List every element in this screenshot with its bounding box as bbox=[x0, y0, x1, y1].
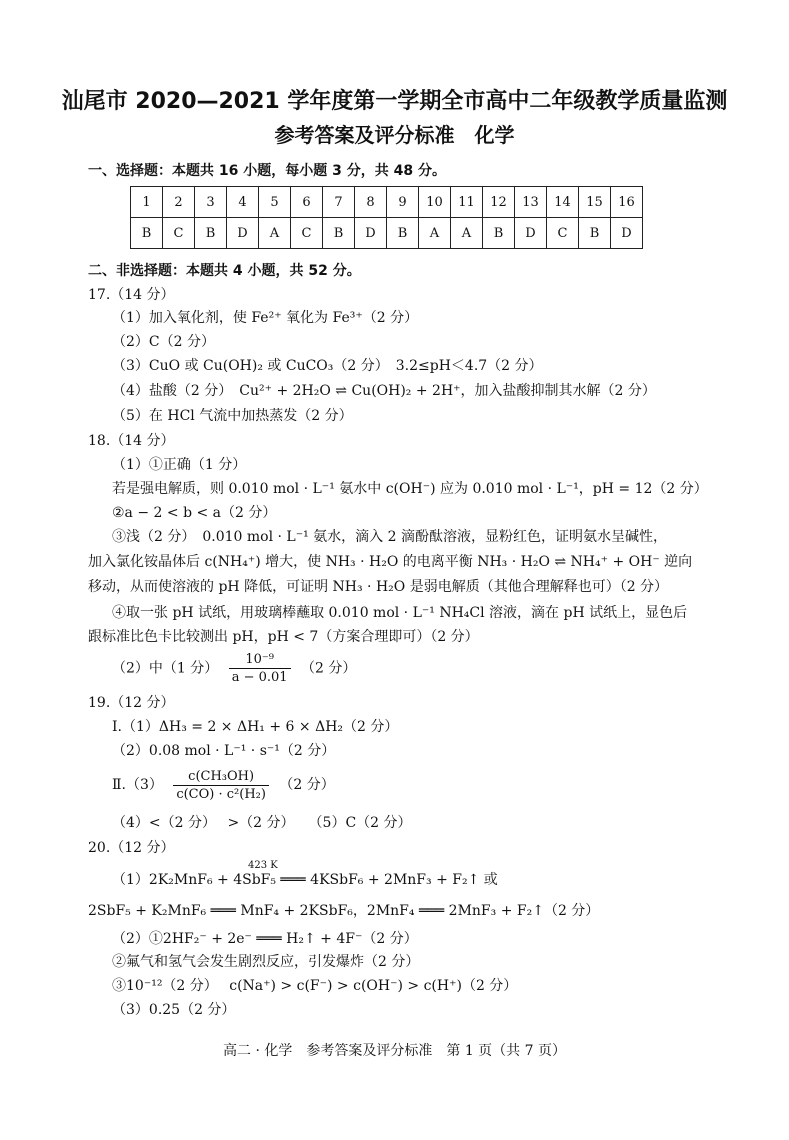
question-number-cell: 3 bbox=[195, 187, 227, 218]
q19-fraction bbox=[173, 768, 269, 803]
answer-cell: A bbox=[419, 218, 451, 249]
answer-cell: D bbox=[355, 218, 387, 249]
q18-line-7: ④取一张 pH 试纸，用玻璃棒蘸取 0.010 mol · L⁻¹ NH₄Cl 溶液，滴在 pH 试纸上，显色后 bbox=[112, 605, 688, 621]
question-number-cell: 11 bbox=[451, 187, 483, 218]
q18-line-3: ②a − 2 < b < a（2 分） bbox=[112, 505, 277, 521]
q19-line-1: Ⅰ.（1）ΔH₃ = 2 × ΔH₁ + 6 × ΔH₂（2 分） bbox=[112, 719, 399, 735]
answer-cell: A bbox=[451, 218, 483, 249]
page-footer: 高二 · 化学 参考答案及评分标准 第 1 页（共 7 页） bbox=[223, 1043, 566, 1059]
q19-line-2: （2）0.08 mol · L⁻¹ · s⁻¹（2 分） bbox=[112, 743, 336, 759]
question-number-cell: 14 bbox=[547, 187, 579, 218]
q18-heading: 18.（14 分） bbox=[88, 433, 175, 449]
section1-heading: 一、选择题：本题共 16 小题，每小题 3 分，共 48 分。 bbox=[88, 163, 446, 179]
q20-line-2: 2SbF₅ + K₂MnF₆ ═══ MnF₄ + 2KSbF₆，2MnF₄ ═══ 2MnF₃ + F₂↑（2 分） bbox=[88, 903, 600, 919]
answer-cell: C bbox=[291, 218, 323, 249]
q18-line-2: 若是强电解质，则 0.010 mol · L⁻¹ 氨水中 c(OH⁻) 应为 0.010 mol · L⁻¹，pH = 12（2 分） bbox=[112, 481, 708, 497]
q19-heading: 19.（12 分） bbox=[88, 695, 175, 711]
answer-table-number-row bbox=[131, 187, 643, 218]
answer-cell: B bbox=[131, 218, 163, 249]
q20-line-3: （2）①2HF₂⁻ + 2e⁻ ═══ H₂↑ + 4F⁻（2 分） bbox=[112, 931, 418, 947]
q18-fraction-numerator: 10⁻⁹ bbox=[229, 651, 291, 669]
answer-cell: C bbox=[547, 218, 579, 249]
q17-line-3: （3）CuO 或 Cu(OH)₂ 或 CuCO₃（2 分） 3.2≤pH＜4.7（2 分） bbox=[112, 358, 543, 374]
question-number-cell: 1 bbox=[131, 187, 163, 218]
question-number-cell: 2 bbox=[163, 187, 195, 218]
q19-fraction-numerator: c(CH₃OH) bbox=[173, 768, 269, 786]
q20-reaction-condition: 423 K bbox=[248, 860, 278, 871]
q18-line-9 bbox=[112, 651, 356, 686]
question-number-cell: 6 bbox=[291, 187, 323, 218]
answer-cell: B bbox=[579, 218, 611, 249]
answer-cell: B bbox=[323, 218, 355, 249]
q18-line-6: 移动，从而使溶液的 pH 降低，可证明 NH₃ · H₂O 是弱电解质（其他合理解释也可）（2 分） bbox=[88, 579, 669, 595]
question-number-cell: 9 bbox=[387, 187, 419, 218]
question-number-cell: 15 bbox=[579, 187, 611, 218]
answer-cell: D bbox=[227, 218, 259, 249]
q18-line-5: 加入氯化铵晶体后 c(NH₄⁺) 增大，使 NH₃ · H₂O 的电离平衡 NH₃ · H₂O ⇌ NH₄⁺ + OH⁻ 逆向 bbox=[88, 554, 693, 570]
question-number-cell: 5 bbox=[259, 187, 291, 218]
q20-heading: 20.（12 分） bbox=[88, 840, 175, 856]
q18-part2-label: （2）中（1 分） bbox=[112, 660, 219, 677]
q19-line-3 bbox=[112, 767, 335, 803]
answer-cell: C bbox=[163, 218, 195, 249]
q19-fraction-denominator: c(CO) · c²(H₂) bbox=[176, 786, 266, 802]
q18-fraction-denominator: a − 0.01 bbox=[231, 670, 288, 685]
q17-line-1: （1）加入氧化剂，使 Fe²⁺ 氧化为 Fe³⁺（2 分） bbox=[112, 310, 419, 326]
q17-line-2: （2）C（2 分） bbox=[112, 334, 215, 350]
page-title: 汕尾市 2020—2021 学年度第一学期全市高中二年级教学质量监测 bbox=[61, 89, 728, 114]
question-number-cell: 8 bbox=[355, 187, 387, 218]
q18-line-4: ③浅（2 分） 0.010 mol · L⁻¹ 氨水，滴入 2 滴酚酞溶液，显粉红色，证明氨水呈碱性， bbox=[112, 529, 667, 545]
q20-line-6: （3）0.25（2 分） bbox=[112, 1002, 236, 1018]
answer-cell: B bbox=[195, 218, 227, 249]
q19-line-4: （4）<（2 分） >（2 分） （5）C（2 分） bbox=[112, 815, 412, 831]
answer-cell: D bbox=[611, 218, 643, 249]
page-subtitle: 参考答案及评分标准 化学 bbox=[274, 123, 515, 147]
q18-fraction bbox=[229, 651, 291, 686]
q20-line-4: ②氟气和氢气会发生剧烈反应，引发爆炸（2 分） bbox=[112, 954, 420, 970]
answer-cell: B bbox=[387, 218, 419, 249]
answer-table bbox=[130, 186, 643, 249]
answer-cell: B bbox=[483, 218, 515, 249]
q18-line-8: 跟标准比色卡比较测出 pH，pH < 7（方案合理即可）（2 分） bbox=[88, 629, 479, 645]
q17-line-4: （4）盐酸（2 分） Cu²⁺ + 2H₂O ⇌ Cu(OH)₂ + 2H⁺，加入盐酸抑制其水解（2 分） bbox=[112, 383, 656, 399]
answer-cell: A bbox=[259, 218, 291, 249]
q17-line-5: （5）在 HCl 气流中加热蒸发（2 分） bbox=[112, 408, 353, 424]
q17-heading: 17.（14 分） bbox=[88, 287, 175, 303]
q20-line-1: （1）2K₂MnF₆ + 4SbF₅ ═══ 4KSbF₆ + 2MnF₃ + F₂↑ 或 bbox=[112, 872, 498, 888]
question-number-cell: 12 bbox=[483, 187, 515, 218]
question-number-cell: 16 bbox=[611, 187, 643, 218]
answer-table-answer-row bbox=[131, 218, 643, 249]
question-number-cell: 7 bbox=[323, 187, 355, 218]
question-number-cell: 4 bbox=[227, 187, 259, 218]
q18-part2-score: （2 分） bbox=[301, 660, 357, 677]
question-number-cell: 10 bbox=[419, 187, 451, 218]
q18-line-1: （1）①正确（1 分） bbox=[112, 457, 247, 473]
answer-cell: D bbox=[515, 218, 547, 249]
q19-part2-score: （2 分） bbox=[279, 777, 335, 793]
q19-part2-label: Ⅱ.（3） bbox=[112, 777, 163, 793]
q20-line-5: ③10⁻¹²（2 分） c(Na⁺) > c(F⁻) > c(OH⁻) > c(H⁺)（2 分） bbox=[112, 978, 518, 994]
question-number-cell: 13 bbox=[515, 187, 547, 218]
section2-heading: 二、非选择题：本题共 4 小题，共 52 分。 bbox=[88, 263, 361, 279]
